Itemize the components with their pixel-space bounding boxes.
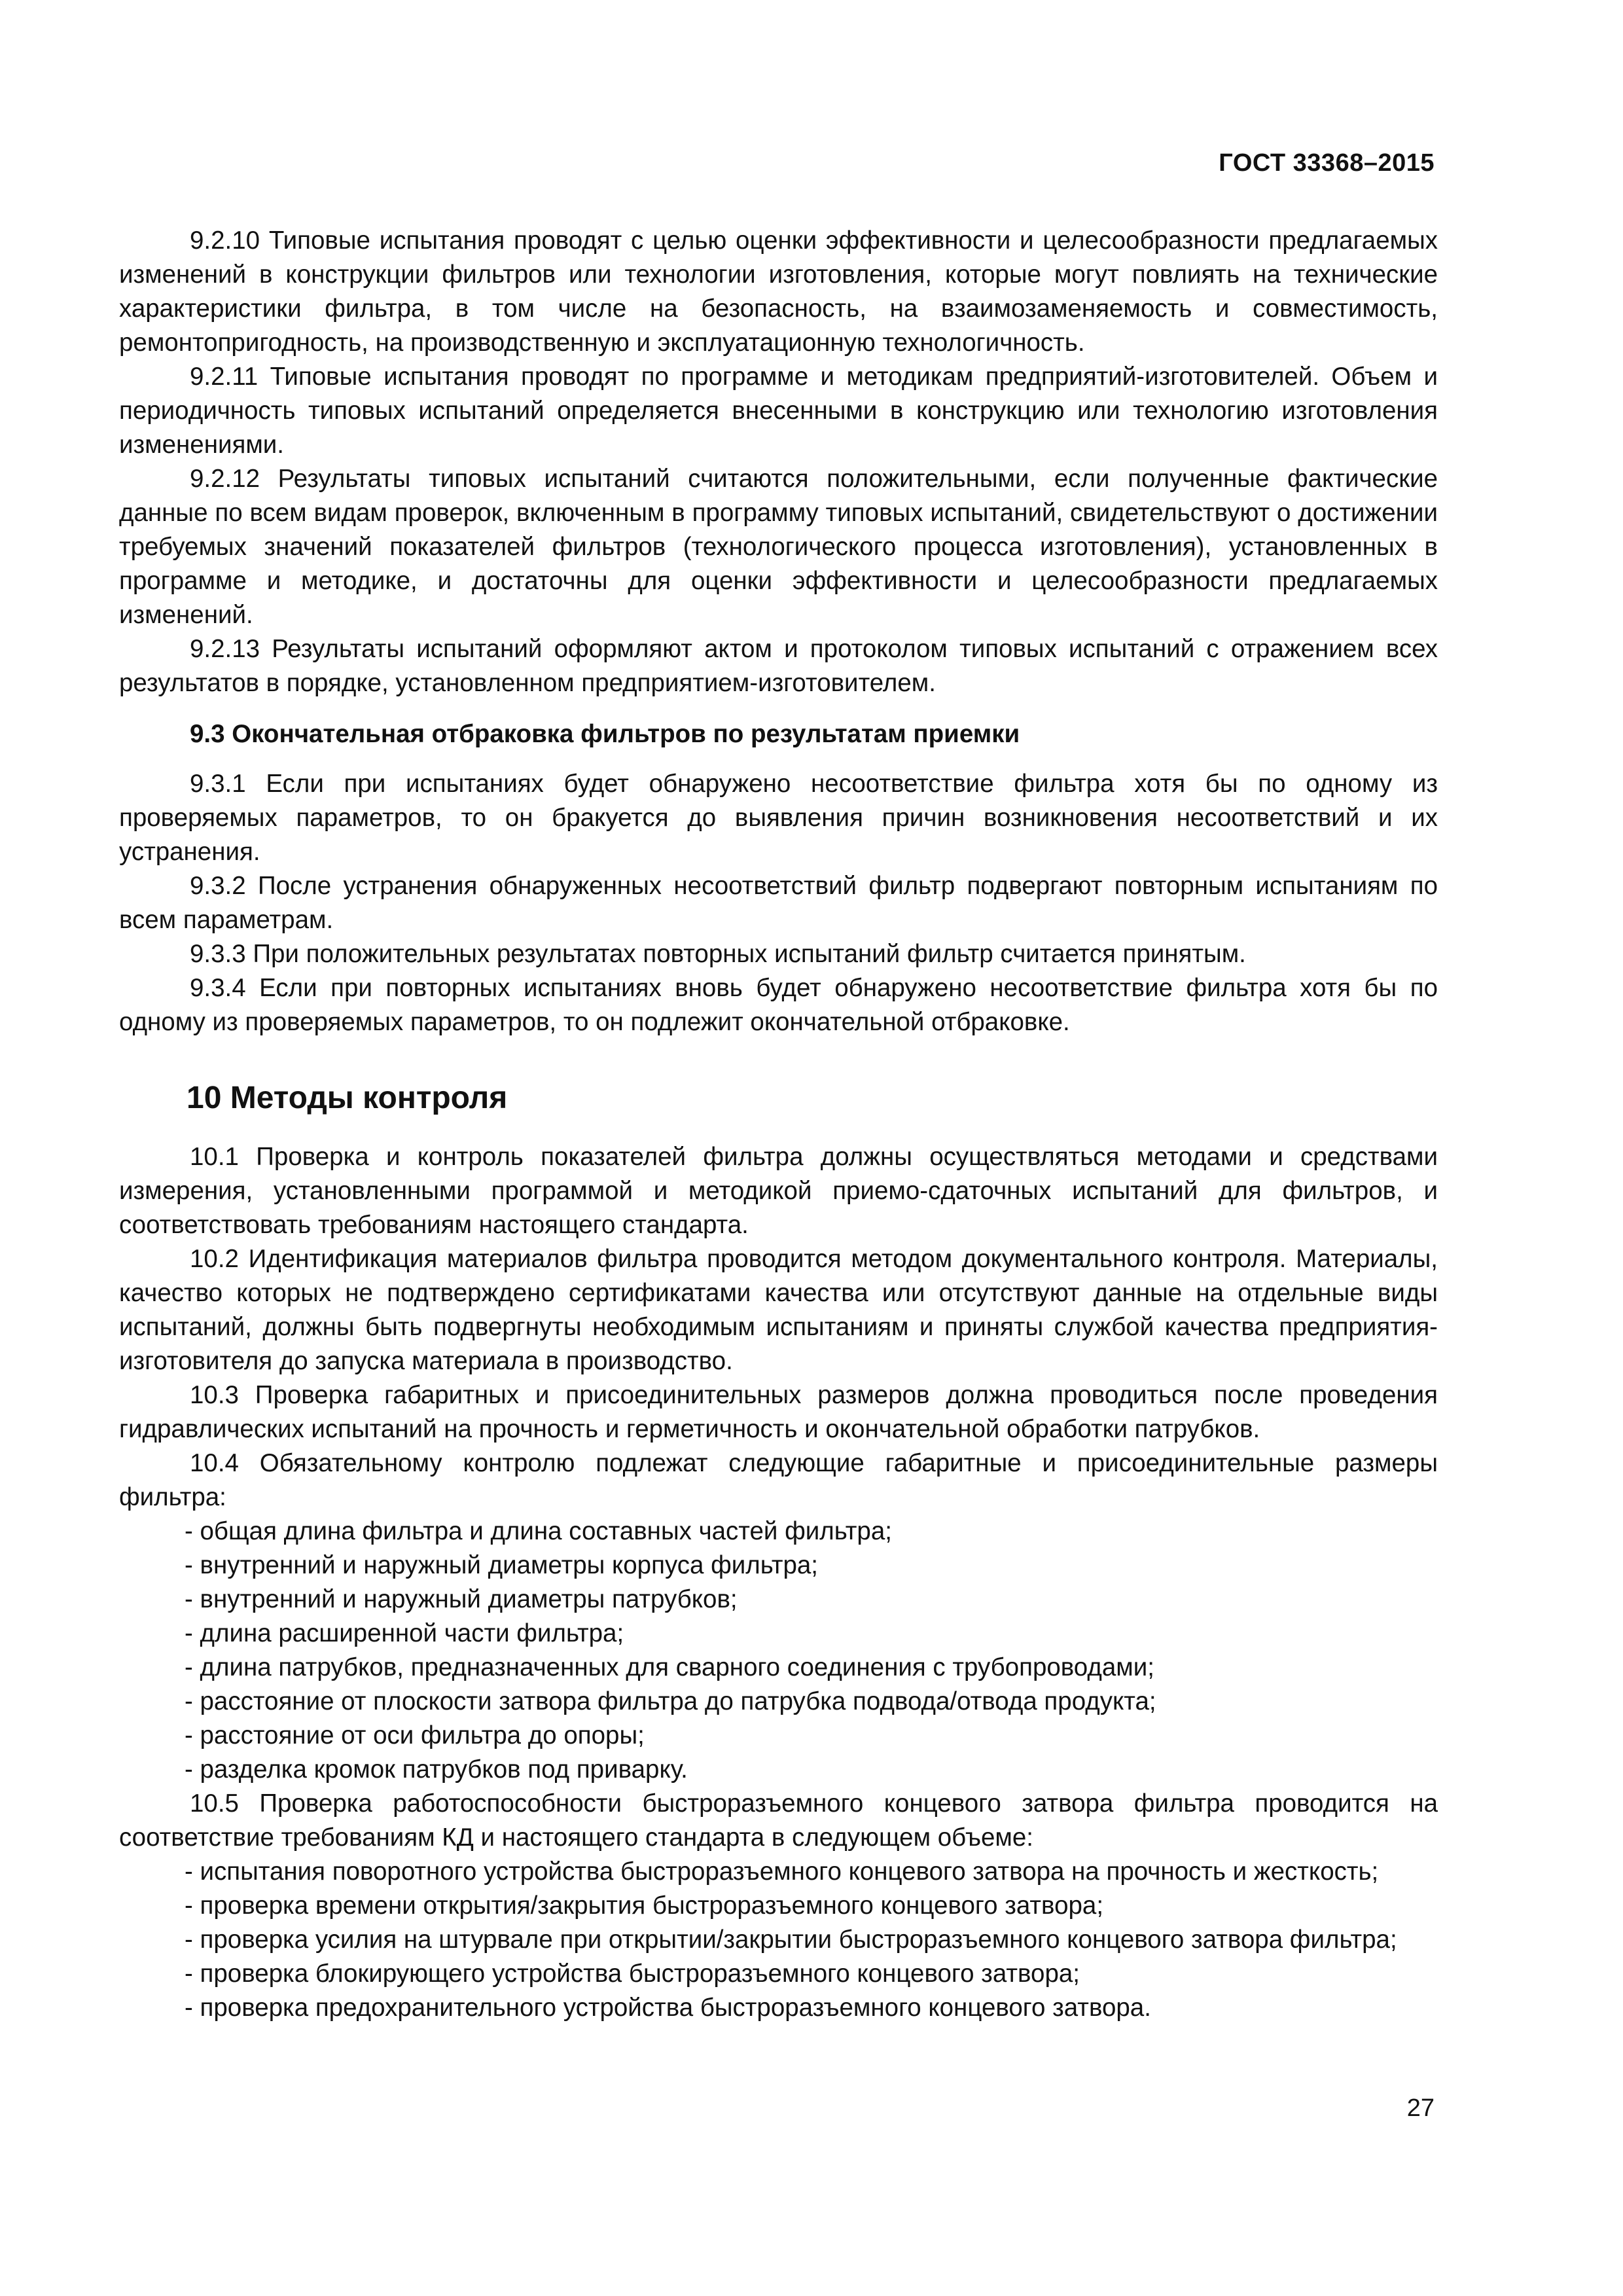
paragraph-9-2-13: 9.2.13 Результаты испытаний оформляют актом и протоколом типовых испытаний с отражением всех результатов в порядке, установленном предприятием-изготовителем. [119,635,1438,697]
list-item: - испытания поворотного устройства быстроразъемного концевого затвора на прочность и жесткость; [185,1857,1379,1886]
list-item: - проверка блокирующего устройства быстроразъемного концевого затвора; [185,1960,1080,1988]
paragraph-10-5: 10.5 Проверка работоспособности быстроразъемного концевого затвора фильтра проводится на соответствие требованиям КД и настоящего стандарта в следующем объеме: [119,1789,1438,1852]
list-item: - разделка кромок патрубков под приварку. [185,1755,688,1784]
list-item: - проверка усилия на штурвале при открытии/закрытии быстроразъемного концевого затвора фильтра; [185,1926,1397,1954]
list-item: - внутренний и наружный диаметры корпуса фильтра; [185,1551,818,1579]
paragraph-9-2-12: 9.2.12 Результаты типовых испытаний считаются положительными, если полученные фактические данные по всем видам проверок, включенным в программу типовых испытаний, свидетельствуют о достижении требуемых значений показателей фильтров (технологического процесса изготовления), установленных в программе и методике, и достаточны для оценки эффективности и целесообразности предлагаемых изменений. [119,465,1438,629]
section-title-10: 10 Методы контроля [187,1081,508,1115]
paragraph-9-2-10: 9.2.10 Типовые испытания проводят с целью оценки эффективности и целесообразности предлагаемых изменений в конструкции фильтров или технологии изготовления, которые могут повлиять на технические характеристики фильтра, в том числе на безопасность, на взаимозаменяемость и совместимость, ремонтопригодность, на производственную и эксплуатационную технологичность. [119,226,1438,357]
list-item: - длина расширенной части фильтра; [185,1619,624,1647]
paragraph-10-2: 10.2 Идентификация материалов фильтра проводится методом документального контроля. Материалы, качество которых не подтверждено сертификатами качества или отсутствуют данные на отдельные виды испытаний, должны быть подвергнуты необходимым испытаниям и приняты службой качества предприятия-изготовителя до запуска материала в производство. [119,1245,1438,1375]
subsection-heading-9-3: 9.3 Окончательная отбраковка фильтров по результатам приемки [190,720,1020,748]
list-item: - расстояние от оси фильтра до опоры; [185,1721,645,1749]
document-standard-number: ГОСТ 33368–2015 [1219,149,1435,177]
paragraph-9-2-11: 9.2.11 Типовые испытания проводят по программе и методикам предприятий-изготовителей. Объем и периодичность типовых испытаний определяется внесенными в конструкцию или технологию изготовления изменениями. [119,363,1438,459]
paragraph-9-3-3: 9.3.3 При положительных результатах повторных испытаний фильтр считается принятым. [190,940,1246,968]
paragraph-10-1: 10.1 Проверка и контроль показателей фильтра должны осуществляться методами и средствами измерения, установленными программой и методикой приемо-сдаточных испытаний для фильтров, и соответствовать требованиям настоящего стандарта. [119,1143,1438,1239]
list-item: - длина патрубков, предназначенных для сварного соединения с трубопроводами; [185,1653,1154,1681]
list-item: - проверка времени открытия/закрытия быстроразъемного концевого затвора; [185,1892,1104,1920]
paragraph-9-3-4: 9.3.4 Если при повторных испытаниях вновь будет обнаружено несоответствие фильтра хотя бы по одному из проверяемых параметров, то он подлежит окончательной отбраковке. [119,974,1438,1036]
paragraph-10-3: 10.3 Проверка габаритных и присоединительных размеров должна проводиться после проведения гидравлических испытаний на прочность и герметичность и окончательной обработки патрубков. [119,1381,1438,1443]
list-item: - внутренний и наружный диаметры патрубков; [185,1585,738,1613]
list-item: - проверка предохранительного устройства быстроразъемного концевого затвора. [185,1994,1151,2022]
document-body [119,224,1438,2025]
page-number: 27 [1406,2094,1435,2122]
paragraph-9-3-2: 9.3.2 После устранения обнаруженных несоответствий фильтр подвергают повторным испытаниям по всем параметрам. [119,872,1438,934]
list-item: - расстояние от плоскости затвора фильтра до патрубка подвода/отвода продукта; [185,1687,1156,1715]
paragraph-10-4: 10.4 Обязательному контролю подлежат следующие габаритные и присоединительные размеры фильтра: [119,1449,1438,1511]
list-item: - общая длина фильтра и длина составных частей фильтра; [185,1517,892,1545]
paragraph-9-3-1: 9.3.1 Если при испытаниях будет обнаружено несоответствие фильтра хотя бы по одному из проверяемых параметров, то он бракуется до выявления причин возникновения несоответствий и их устранения. [119,770,1438,866]
